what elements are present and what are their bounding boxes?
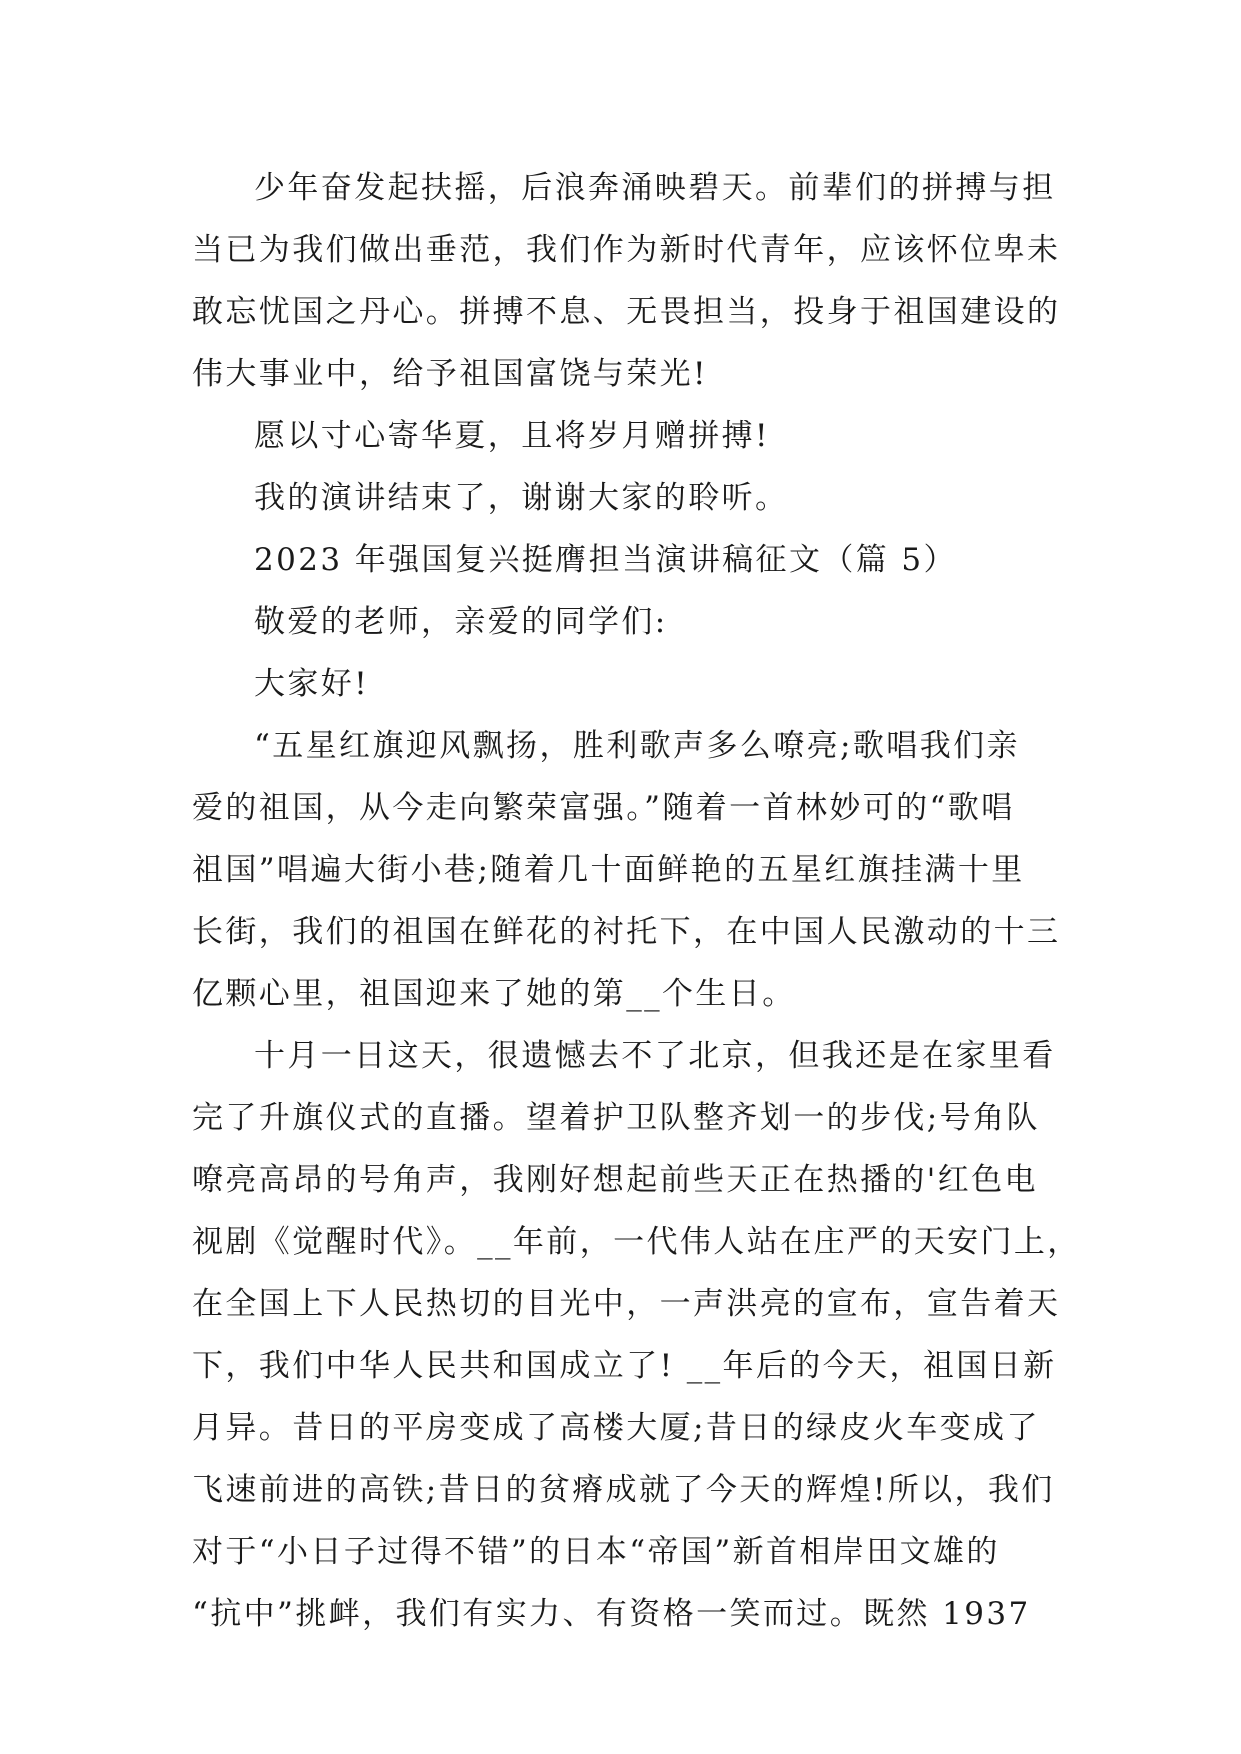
text-line: 当已为我们做出垂范，我们作为新时代青年，应该怀位卑未: [192, 232, 1061, 268]
text-line: 月异。昔日的平房变成了高楼大厦;昔日的绿皮火车变成了: [192, 1410, 1040, 1446]
text-line: 长街，我们的祖国在鲜花的衬托下，在中国人民激动的十三: [192, 914, 1061, 950]
text-line: “抗中”挑衅，我们有实力、有资格一笑而过。既然 1937: [192, 1596, 1031, 1632]
text-line: 敢忘忧国之丹心。拼搏不息、无畏担当，投身于祖国建设的: [192, 294, 1061, 330]
text-line: 伟大事业中，给予祖国富饶与荣光!: [192, 356, 708, 392]
text-line: 视剧《觉醒时代》。__年前，一代伟人站在庄严的天安门上，: [192, 1224, 1081, 1260]
text-line: 我的演讲结束了，谢谢大家的聆听。: [254, 480, 789, 516]
text-line: 下，我们中华人民共和国成立了! __年后的今天，祖国日新: [192, 1348, 1057, 1384]
text-line: 大家好!: [254, 666, 370, 702]
text-line: “五星红旗迎风飘扬，胜利歌声多么嘹亮;歌唱我们亲: [254, 728, 1020, 764]
text-line: 少年奋发起扶摇，后浪奔涌映碧天。前辈们的拼搏与担: [254, 170, 1056, 206]
text-line: 飞速前进的高铁;昔日的贫瘠成就了今天的辉煌!所以，我们: [192, 1472, 1055, 1508]
text-line: 敬爱的老师，亲爱的同学们:: [254, 604, 668, 640]
document-body: [192, 157, 1081, 1645]
text-line: 嘹亮高昂的号角声，我刚好想起前些天正在热播的'红色电: [192, 1162, 1038, 1198]
text-line: 十月一日这天，很遗憾去不了北京，但我还是在家里看: [254, 1038, 1056, 1074]
text-line: 亿颗心里，祖国迎来了她的第__个生日。: [192, 976, 796, 1012]
text-line: 爱的祖国，从今走向繁荣富强。”随着一首林妙可的“歌唱: [192, 790, 1015, 826]
text-line: 祖国”唱遍大街小巷;随着几十面鲜艳的五星红旗挂满十里: [192, 852, 1025, 888]
text-line: 愿以寸心寄华夏，且将岁月赠拼搏!: [254, 418, 770, 454]
text-line: 完了升旗仪式的直播。望着护卫队整齐划一的步伐;号角队: [192, 1100, 1040, 1136]
text-line: 2023 年强国复兴挺膺担当演讲稿征文（篇 5）: [254, 542, 957, 578]
text-line: 对于“小日子过得不错”的日本“帝国”新首相岸田文雄的: [192, 1534, 1000, 1570]
text-line: 在全国上下人民热切的目光中，一声洪亮的宣布，宣告着天: [192, 1286, 1061, 1322]
